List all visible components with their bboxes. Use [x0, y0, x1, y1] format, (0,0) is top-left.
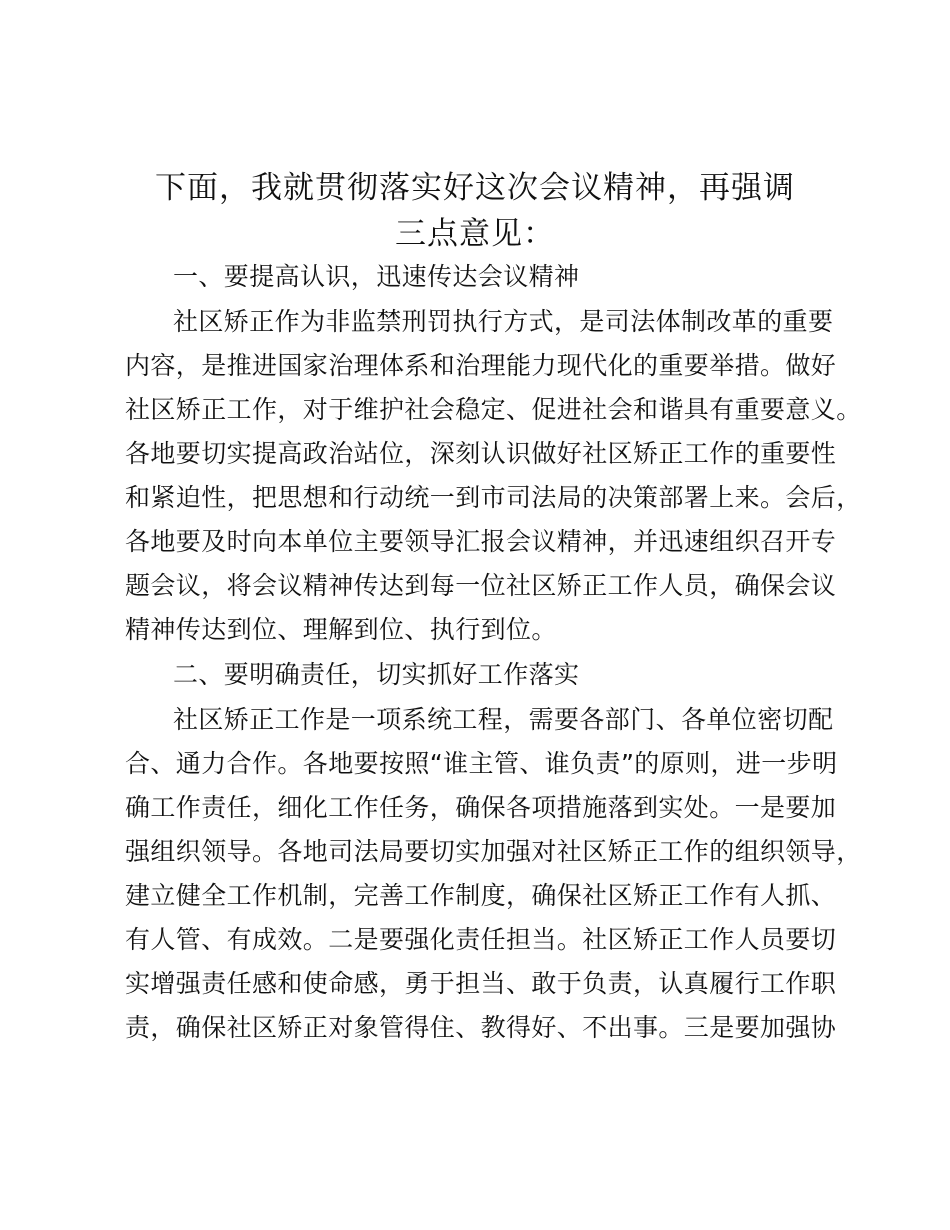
paragraph-2-line-7: 实增强责任感和使命感，勇于担当、敢于负责，认真履行工作职 [125, 969, 837, 998]
paragraph-1-line-7: 题会议，将会议精神传达到每一位社区矫正工作人员，确保会议 [125, 571, 837, 600]
paragraph-1-line-1: 社区矫正作为非监禁刑罚执行方式，是司法体制改革的重要 [173, 307, 834, 336]
paragraph-2-line-1: 社区矫正工作是一项系统工程，需要各部门、各单位密切配 [173, 705, 834, 734]
paragraph-2-line-2: 合、通力合作。各地要按照“谁主管、谁负责”的原则，进一步明 [125, 749, 838, 778]
paragraph-2-line-4: 强组织领导。各地司法局要切实加强对社区矫正工作的组织领导， [125, 837, 862, 866]
paragraph-2-line-3: 确工作责任，细化工作任务，确保各项措施落到实处。一是要加 [125, 793, 837, 822]
paragraph-1-line-8: 精神传达到位、理解到位、执行到位。 [125, 615, 557, 644]
paragraph-1-line-2: 内容，是推进国家治理体系和治理能力现代化的重要举措。做好 [125, 351, 837, 380]
paragraph-1-line-3: 社区矫正工作，对于维护社会稳定、促进社会和谐具有重要意义。 [125, 395, 862, 424]
paragraph-1-line-5: 和紧迫性，把思想和行动统一到市司法局的决策部署上来。会后， [125, 483, 862, 512]
paragraph-2-line-6: 有人管、有成效。二是要强化责任担当。社区矫正工作人员要切 [125, 925, 837, 954]
document-title-line-1: 下面，我就贯彻落实好这次会议精神，再强调 [155, 170, 795, 206]
section-heading-2: 二、要明确责任，切实抓好工作落实 [173, 660, 580, 689]
section-heading-1: 一、要提高认识，迅速传达会议精神 [173, 262, 580, 291]
paragraph-1-line-6: 各地要及时向本单位主要领导汇报会议精神，并迅速组织召开专 [125, 527, 837, 556]
document-title-line-2: 三点意见： [395, 216, 555, 252]
paragraph-1-line-4: 各地要切实提高政治站位，深刻认识做好社区矫正工作的重要性 [125, 439, 837, 468]
paragraph-2-line-5: 建立健全工作机制，完善工作制度，确保社区矫正工作有人抓、 [125, 881, 837, 910]
paragraph-2-line-8: 责，确保社区矫正对象管得住、教得好、不出事。三是要加强协 [125, 1013, 837, 1042]
